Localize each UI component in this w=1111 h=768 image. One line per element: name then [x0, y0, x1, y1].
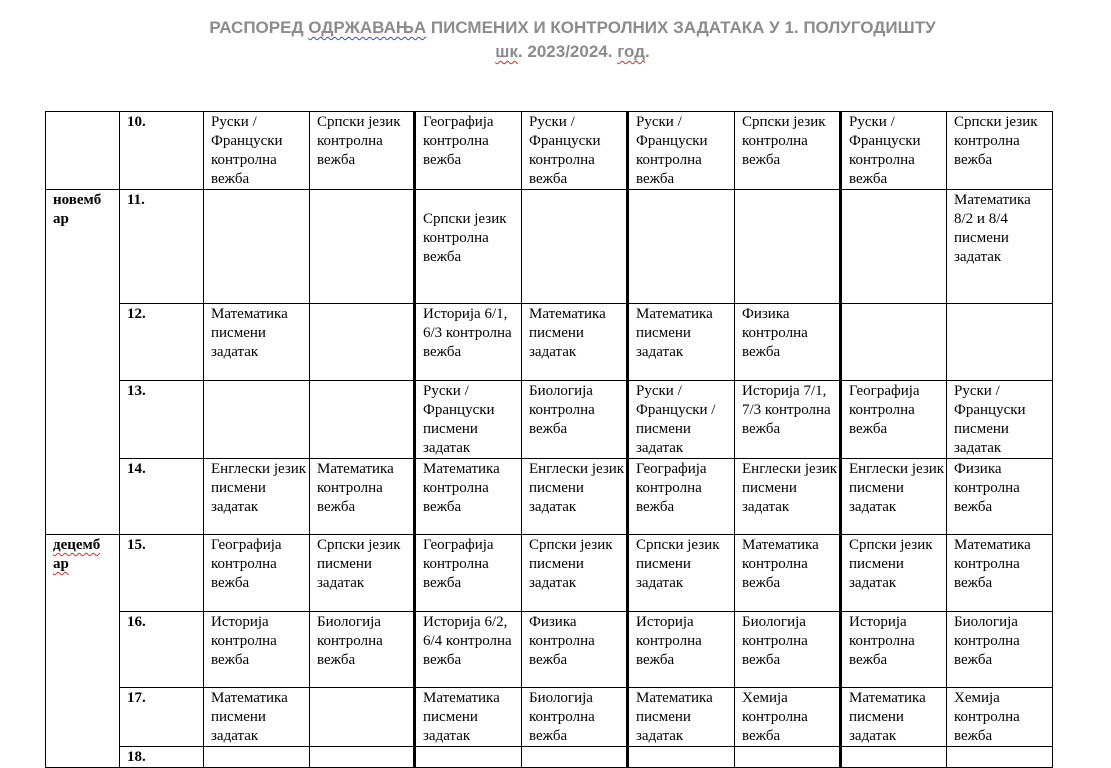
schedule-cell: Географија контролна вежба — [415, 112, 522, 190]
schedule-cell: Српски језик контролна вежба — [735, 112, 841, 190]
schedule-cell: Биологија контролна вежба — [947, 612, 1053, 688]
schedule-cell — [415, 747, 522, 768]
schedule-cell: Математика писмени задатак — [204, 304, 310, 381]
schedule-cell: Руски / Француски писмени задатак — [947, 381, 1053, 459]
schedule-cell: Руски /Француски контролна вежба — [204, 112, 310, 190]
schedule-cell: Српски језик писмени задатак — [522, 535, 628, 612]
schedule-cell — [310, 190, 415, 304]
schedule-cell — [522, 190, 628, 304]
schedule-cell: Математика контролна вежба — [310, 459, 415, 535]
title-text: РАСПОРЕД — [209, 18, 309, 37]
schedule-cell: Историја контролна вежба — [841, 612, 947, 688]
schedule-cell: Историја контролна вежба — [628, 612, 735, 688]
school-abbrev: шк — [495, 42, 518, 61]
schedule-cell — [947, 747, 1053, 768]
schedule-cell: Математика писмени задатак — [628, 688, 735, 747]
week-number: 15. — [120, 535, 204, 612]
schedule-cell: Енглески језик писмени задатак — [204, 459, 310, 535]
schedule-cell — [841, 747, 947, 768]
schedule-cell: Биологија контролна вежба — [735, 612, 841, 688]
schedule-cell — [310, 688, 415, 747]
week-number: 12. — [120, 304, 204, 381]
schedule-cell — [310, 304, 415, 381]
schedule-cell: Историја 7/1, 7/3 контролна вежба — [735, 381, 841, 459]
schedule-cell: Српски језик писмени задатак — [628, 535, 735, 612]
schedule-cell — [841, 190, 947, 304]
schedule-cell: Енглески језик писмени задатак — [522, 459, 628, 535]
week-number: 13. — [120, 381, 204, 459]
schedule-cell: Хемија контролна вежба — [947, 688, 1053, 747]
table-row — [46, 112, 1053, 190]
week-number: 10. — [120, 112, 204, 190]
schedule-cell — [204, 381, 310, 459]
schedule-cell: Енглески језик писмени задатак — [841, 459, 947, 535]
title-line-2 — [0, 40, 1111, 64]
schedule-cell: Српски језик контролна вежба — [310, 112, 415, 190]
schedule-cell: Географија контролна вежба — [628, 459, 735, 535]
schedule-table — [45, 111, 1053, 768]
schedule-cell — [735, 747, 841, 768]
schedule-cell — [310, 381, 415, 459]
schedule-cell: Српски језик контролна вежба — [947, 112, 1053, 190]
schedule-cell: Хемија контролна вежба — [735, 688, 841, 747]
table-row — [46, 459, 1053, 535]
schedule-cell: Биологија контролна вежба — [522, 688, 628, 747]
schedule-cell: Руски / Француски контролна вежба — [841, 112, 947, 190]
week-number: 14. — [120, 459, 204, 535]
schedule-cell — [947, 304, 1053, 381]
schedule-cell: Физика контролна вежба — [947, 459, 1053, 535]
schedule-cell — [841, 304, 947, 381]
table-row — [46, 304, 1053, 381]
schedule-cell: Географија контролна вежба — [841, 381, 947, 459]
month-text: ар — [53, 556, 69, 572]
schedule-cell: Математика писмени задатак — [204, 688, 310, 747]
schedule-cell: Математика писмени задатак — [522, 304, 628, 381]
schedule-cell: Физика контролна вежба — [522, 612, 628, 688]
table-row — [46, 190, 1053, 304]
schedule-cell: Руски / Француски писмени задатак — [415, 381, 522, 459]
week-number: 11. — [120, 190, 204, 304]
schedule-cell: Математика писмени задатак — [628, 304, 735, 381]
schedule-cell: Математика контролна вежба — [947, 535, 1053, 612]
schedule-cell: Руски / Француски / писмени задатак — [628, 381, 735, 459]
table-row — [46, 535, 1053, 612]
schedule-cell: Руски / Француски контролна вежба — [628, 112, 735, 190]
page-title — [0, 16, 1111, 64]
month-label-november: новемб ар — [46, 190, 120, 535]
title-line-1 — [0, 16, 1111, 40]
year-abbrev: год — [617, 42, 646, 61]
schedule-cell: Биологија контролна вежба — [310, 612, 415, 688]
schedule-cell — [628, 190, 735, 304]
schedule-cell: Математика писмени задатак — [841, 688, 947, 747]
schedule-cell — [204, 747, 310, 768]
title-text-rest: ПИСМЕНИХ И КОНТРОЛНИХ ЗАДАТАКА У 1. ПОЛУГОДИШТУ — [426, 18, 936, 37]
table-row — [46, 381, 1053, 459]
schedule-cell: Историја контролна вежба — [204, 612, 310, 688]
table-row — [46, 747, 1053, 768]
school-year: . 2023/2024. — [517, 42, 618, 61]
table-row — [46, 612, 1053, 688]
title-word-underlined: ОДРЖАВАЊА — [308, 18, 427, 37]
schedule-cell: Физика контролна вежба — [735, 304, 841, 381]
week-number: 17. — [120, 688, 204, 747]
schedule-cell-text: Српски језик контролна вежба — [423, 211, 507, 265]
schedule-cell: Географија контролна вежба — [415, 535, 522, 612]
schedule-cell — [522, 747, 628, 768]
schedule-cell: Математика контролна вежба — [415, 459, 522, 535]
schedule-cell: Математика контролна вежба — [735, 535, 841, 612]
schedule-cell: Математика 8/2 и 8/4 писмени задатак — [947, 190, 1053, 304]
schedule-cell: Руски / Француски контролна вежба — [522, 112, 628, 190]
month-label-december — [46, 535, 120, 768]
month-text: децемб — [53, 537, 101, 553]
schedule-cell: Математика писмени задатак — [415, 688, 522, 747]
schedule-cell — [310, 747, 415, 768]
schedule-cell: Енглески језик писмени задатак — [735, 459, 841, 535]
table-row — [46, 688, 1053, 747]
schedule-cell — [628, 747, 735, 768]
week-number: 16. — [120, 612, 204, 688]
schedule-cell: Историја 6/2, 6/4 контролна вежба — [415, 612, 522, 688]
schedule-cell — [415, 190, 522, 304]
schedule-cell — [204, 190, 310, 304]
schedule-cell: Географија контролна вежба — [204, 535, 310, 612]
schedule-cell: Српски језик писмени задатак — [310, 535, 415, 612]
schedule-cell: Биологија контролна вежба — [522, 381, 628, 459]
week-number: 18. — [120, 747, 204, 768]
title-period: . — [645, 42, 650, 61]
schedule-cell: Српски језик писмени задатак — [841, 535, 947, 612]
schedule-cell: Историја 6/1, 6/3 контролна вежба — [415, 304, 522, 381]
month-cell-empty — [46, 112, 120, 190]
schedule-cell — [735, 190, 841, 304]
